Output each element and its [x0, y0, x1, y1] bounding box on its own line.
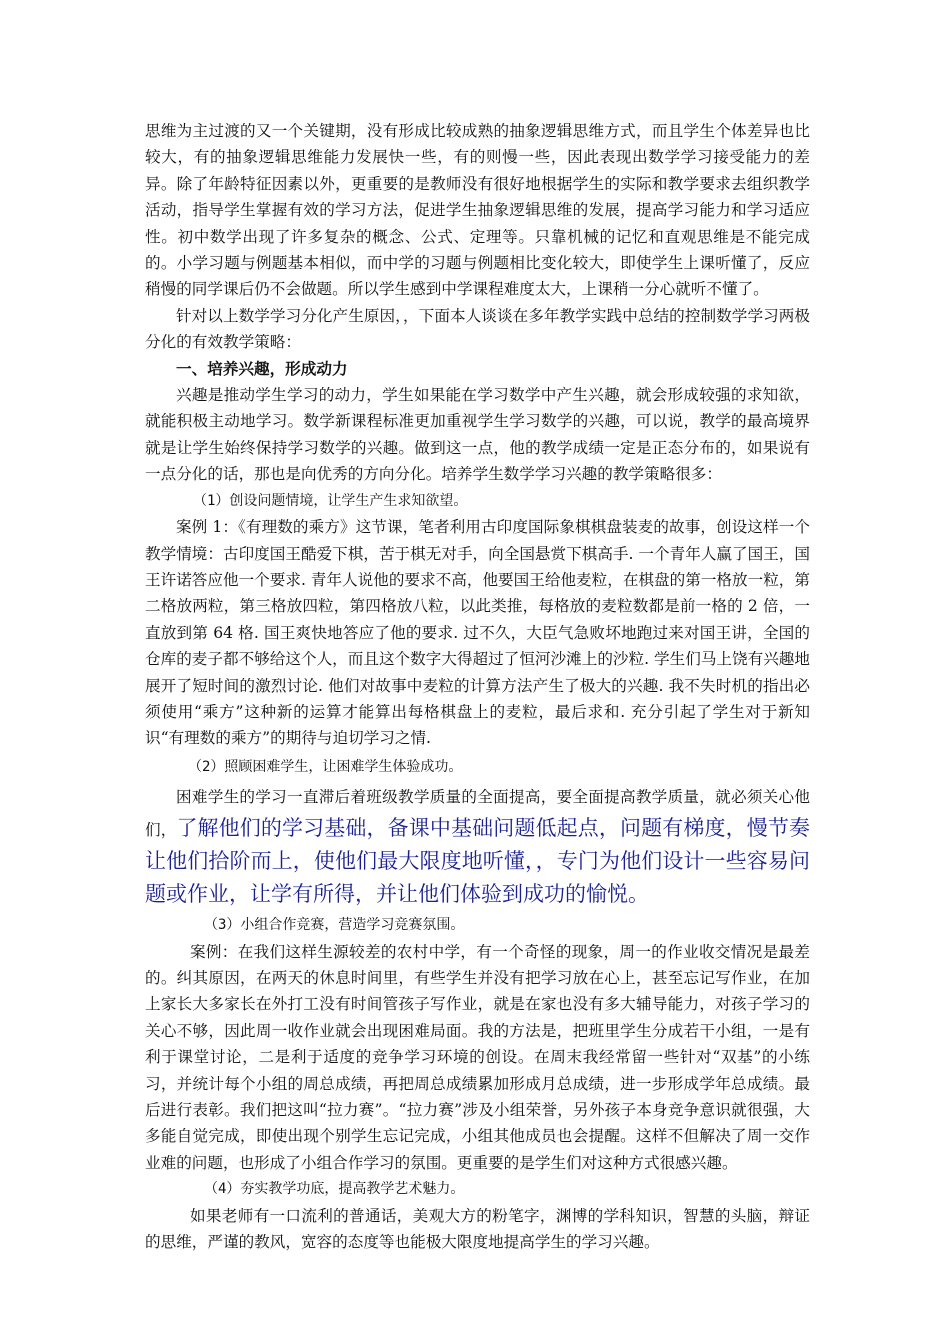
subheading-2: （2）照顾困难学生，让困难学生体验成功。 [188, 758, 463, 775]
paragraph-intro: 思维为主过渡的又一个关键期，没有形成比较成熟的抽象逻辑思维方式，而且学生个体差异也比较大，有的抽象逻辑思维能力发展快一些，有的则慢一些，因此表现出数学学习接受能力的差异。除了年龄特征因素以外，更重要的是教师没有很好地根据学生的实际和教学要求去组织教学活动，指导学生掌握有效的学习方法，促进学生抽象逻辑思维的发展，提高学习能力和学习适应性。初中数学出现了许多复杂的概念、公式、定理等。只靠机械的记忆和直观思维是不能完成的。小学习题与例题基本相似，而中学的习题与例题相比变化较大，即使学生上课听懂了，反应稍慢的同学课后仍不会做题。所以学生感到中学课程难度太大，上课稍一分心就听不懂了。 [145, 122, 810, 299]
subheading-1: （1）创设问题情境，让学生产生求知欲望。 [193, 492, 468, 509]
paragraph-help-highlight: 了解他们的学习基础，备课中基础问题低起点，问题有梯度，慢节奏让他们拾阶而上，使他们最大限度地听懂，，专门为他们设计一些容易问题或作业，让学有所得，并让他们体验到成功的愉悦。 [145, 816, 810, 907]
subheading-4: （4）夯实教学功底，提高教学艺术魅力。 [204, 1181, 465, 1198]
document-body [145, 118, 810, 1255]
paragraph-strategy: 针对以上数学学习分化产生原因，，下面本人谈谈在多年教学实践中总结的控制数学学习两极分化的有效教学策略： [145, 306, 810, 352]
section-heading: 一、培养兴趣，形成动力 [176, 359, 348, 378]
paragraph-help [145, 782, 810, 912]
paragraph-interest: 兴趣是推动学生学习的动力，学生如果能在学习数学中产生兴趣，就会形成较强的求知欲，就能积极主动地学习。数学新课程标准更加重视学生学习数学的兴趣，可以说，教学的最高境界就是让学生始终保持学习数学的兴趣。做到这一点，他的教学成绩一定是正态分布的，如果说有一点分化的话，那也是向优秀的方向分化。培养学生数学学习兴趣的教学策略很多： [145, 386, 810, 484]
paragraph-case-1: 案例 1：《有理数的乘方》这节课，笔者利用古印度国际象棋棋盘装麦的故事，创设这样一个教学情境：古印度国王酷爱下棋，苦于棋无对手，向全国悬赏下棋高手. 一个青年人赢了国王，国王许诺答应他一个要求. 青年人说他的要求不高，他要国王给他麦粒，在棋盘的第一格放一粒，第二格放两粒，第三格放四粒，第四格放八粒，以此类推，每格放的麦粒数都是前一格的 2 倍，一直放到第 64 格. 国王爽快地答应了他的要求. 过不久，大臣气急败坏地跑过来对国王讲，全国的仓库的麦子都不够给这个人，而且这个数字大得超过了恒河沙滩上的沙粒. 学生们马上饶有兴趣地展开了短时间的激烈讨论. 他们对故事中麦粒的计算方法产生了极大的兴趣. 我不失时机的指出必须使用“乘方”这种新的运算才能算出每格棋盘上的麦粒，最后求和. 充分引起了学生对于新知识“有理数的乘方”的期待与迫切学习之情. [145, 518, 810, 748]
subheading-3: （3）小组合作竞赛，营造学习竞赛氛围。 [204, 917, 465, 934]
paragraph-case-2: 案例：在我们这样生源较差的农村中学，有一个奇怪的现象，周一的作业收交情况是最差的。纠其原因，在两天的休息时间里，有些学生并没有把学习放在心上，甚至忘记写作业，在加上家长大多家长在外打工没有时间管孩子写作业，就是在家也没有多大辅导能力，对孩子学习的关心不够，因此周一收作业就会出现困难局面。我的方法是，把班里学生分成若干小组，一是有利于课堂讨论，二是利于适度的竞争学习环境的创设。在周末我经常留一些针对“双基”的小练习，并统计每个小组的周总成绩，再把周总成绩累加形成月总成绩，进一步形成学年总成绩。最后进行表彰。我们把这叫“拉力赛”。“拉力赛”涉及小组荣誉，另外孩子本身竞争意识就很强，大多能自觉完成，即使出现个别学生忘记完成，小组其他成员也会提醒。这样不但解决了周一交作业难的问题，也形成了小组合作学习的氛围。更重要的是学生们对这种方式很感兴趣。 [145, 942, 810, 1172]
paragraph-help-start: 困难学生的学习一直滞后着班级教学质量的全面提高，要全面提高教学质量，就必须关心他们， [145, 788, 810, 840]
paragraph-teacher: 如果老师有一口流利的普通话，美观大方的粉笔字，渊博的学科知识，智慧的头脑，辩证的思维，严谨的教风，宽容的态度等也能极大限度地提高学生的学习兴趣。 [145, 1206, 810, 1252]
